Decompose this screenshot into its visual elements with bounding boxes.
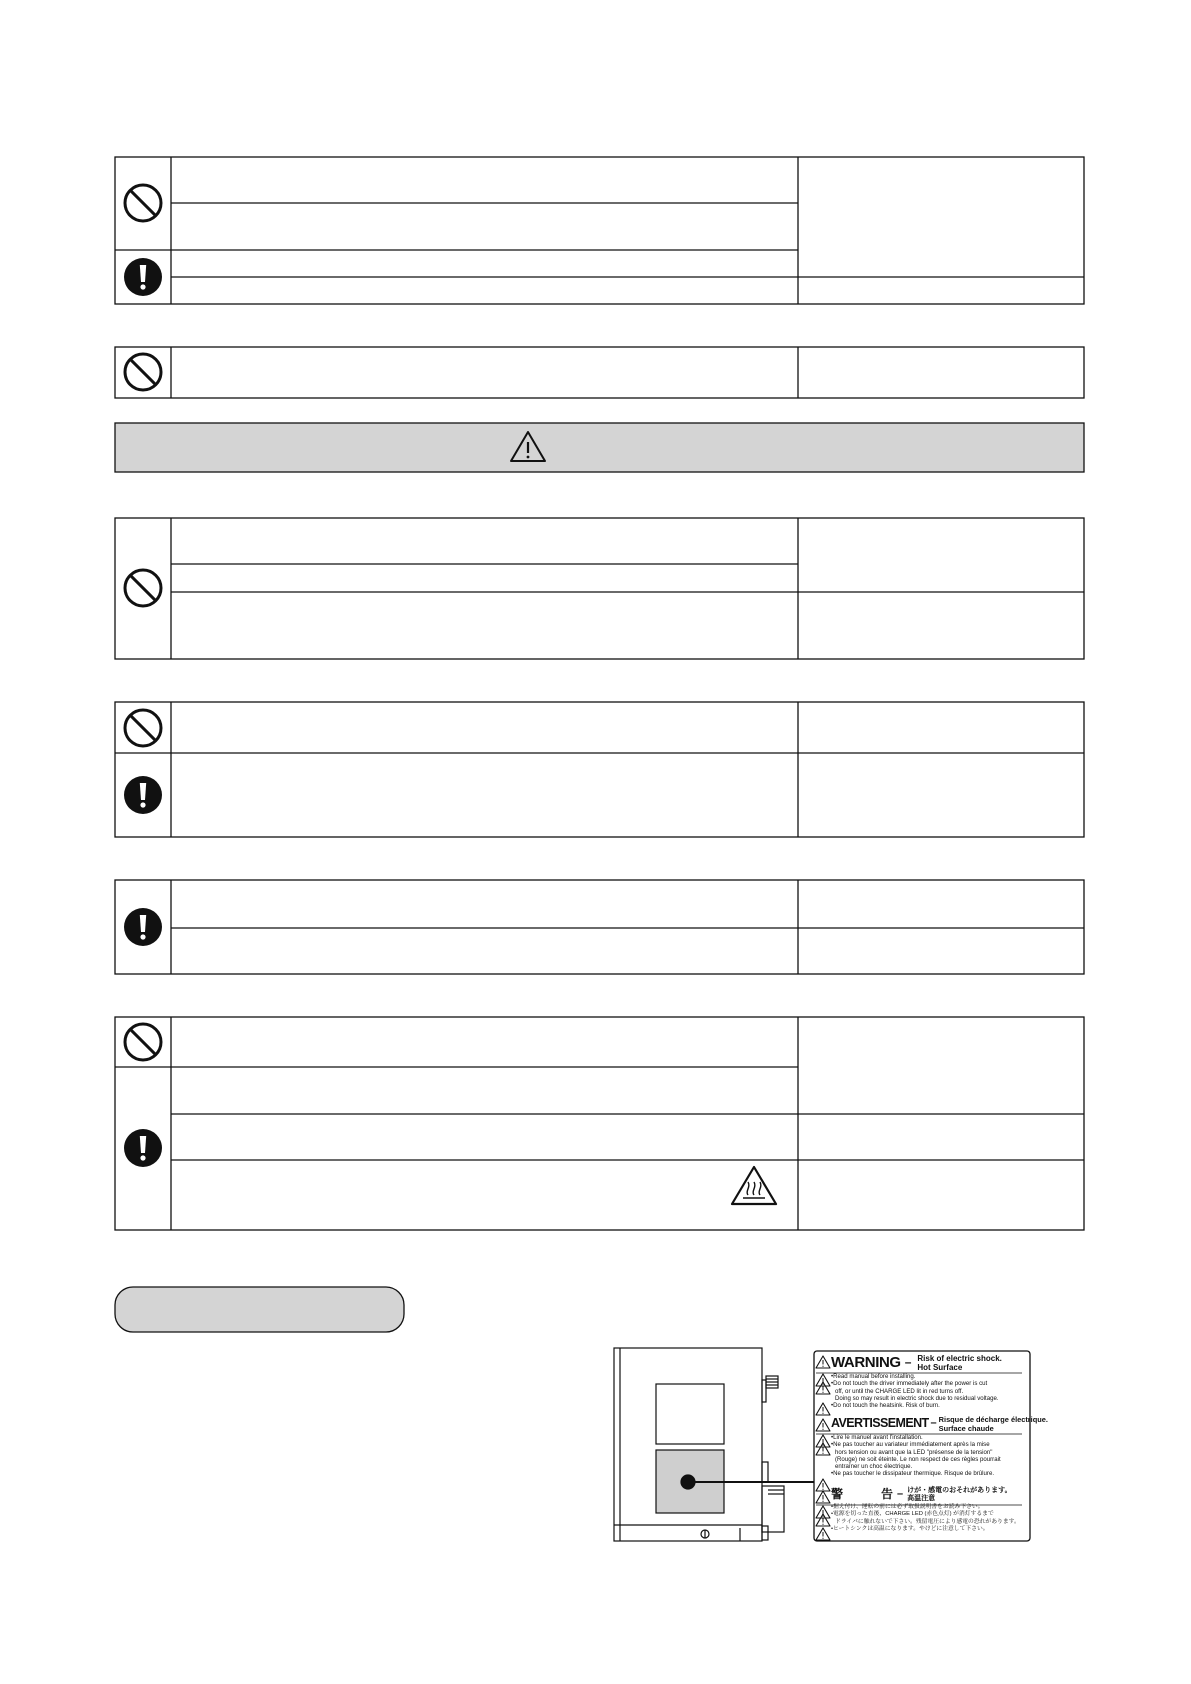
- label-japanese-title-b: 告: [881, 1487, 894, 1501]
- label-japanese-subtitle-2: 高温注意: [907, 1495, 936, 1502]
- label-warning-section: [831, 1354, 1002, 1409]
- label-avertissement-line: •Lire le manuel avant l'installation.: [831, 1434, 923, 1441]
- label-japanese-section: [831, 1487, 1020, 1534]
- safety-table-4: [115, 702, 1084, 837]
- prohibition-icon: [125, 1024, 161, 1060]
- label-avertissement-line: (Rouge) ne soit éteinte. Le non respect de ces règles pourrait: [835, 1455, 1001, 1463]
- label-warning-line: Doing so may result in electric shock due to residual voltage.: [835, 1394, 999, 1402]
- label-japanese-line: •電源を切った直後、CHARGE LED (赤色点灯) が消灯するまで: [831, 1511, 994, 1518]
- safety-table-5: [115, 880, 1084, 974]
- prohibition-icon: [125, 570, 161, 606]
- label-avertissement-title: AVERTISSEMENT: [831, 1416, 929, 1430]
- mandatory-action-icon: [124, 908, 162, 946]
- label-warning-dash: –: [904, 1355, 912, 1369]
- mandatory-action-icon: [124, 1129, 162, 1167]
- label-japanese-line: •ヒートシンクは高温になります。やけどに注意して下さい。: [831, 1526, 989, 1533]
- label-japanese-title-a: 警: [831, 1487, 844, 1501]
- label-avertissement-line: •Ne pas toucher au variateur immédiatement après la mise: [831, 1441, 990, 1449]
- label-warning-line: •Do not touch the driver immediately after the power is cut: [831, 1380, 988, 1388]
- prohibition-icon: [125, 710, 161, 746]
- label-avertissement-subtitle-1: Risque de décharge électrique.: [938, 1415, 1048, 1424]
- prohibition-icon: [125, 185, 161, 221]
- hot-surface-icon: [732, 1167, 776, 1204]
- label-warning-subtitle-1: Risk of electric shock.: [917, 1354, 1002, 1363]
- safety-table-1: [115, 157, 1084, 304]
- label-japanese-line: •据え付け、運転の前には必ず取扱説明書をお読み下さい。: [831, 1504, 984, 1510]
- mandatory-action-icon: [124, 776, 162, 814]
- label-avertissement-section: [831, 1415, 1048, 1478]
- label-warning-line: •Read manual before installing.: [831, 1373, 916, 1380]
- label-warning-line: •Do not touch the heatsink. Risk of burn.: [831, 1402, 940, 1410]
- label-japanese-subtitle-1: けが・感電のおそれがあります。: [907, 1487, 1012, 1494]
- safety-table-2: [115, 347, 1084, 398]
- label-japanese-line: ドライバに触れないで下さい。残留電圧により感電の恐れがあります。: [835, 1518, 1020, 1525]
- caution-header-bar: [115, 423, 1084, 472]
- label-avertissement-line: hors tension ou avant que la LED "présense de la tension": [835, 1448, 993, 1456]
- safety-table-6: [115, 1017, 1084, 1230]
- label-warning-subtitle-2: Hot Surface: [917, 1363, 963, 1372]
- label-warning-title: WARNING: [831, 1354, 901, 1371]
- label-avertissement-line: •Ne pas toucher le dissipateur thermique. Risque de brûlure.: [831, 1470, 995, 1478]
- driver-diagram: [614, 1348, 814, 1541]
- mandatory-action-icon: [124, 258, 162, 296]
- label-avertissement-subtitle-2: Surface chaude: [938, 1424, 994, 1433]
- label-warning-line: off, or until the CHARGE LED lit in red turns off.: [835, 1387, 964, 1395]
- label-avertissement-line: entraîner un choc électrique.: [835, 1463, 913, 1471]
- safety-table-3: [115, 518, 1084, 659]
- label-japanese-dash: –: [897, 1488, 904, 1500]
- prohibition-icon: [125, 354, 161, 390]
- section-heading-pill: [115, 1287, 404, 1332]
- label-avertissement-dash: –: [930, 1417, 937, 1429]
